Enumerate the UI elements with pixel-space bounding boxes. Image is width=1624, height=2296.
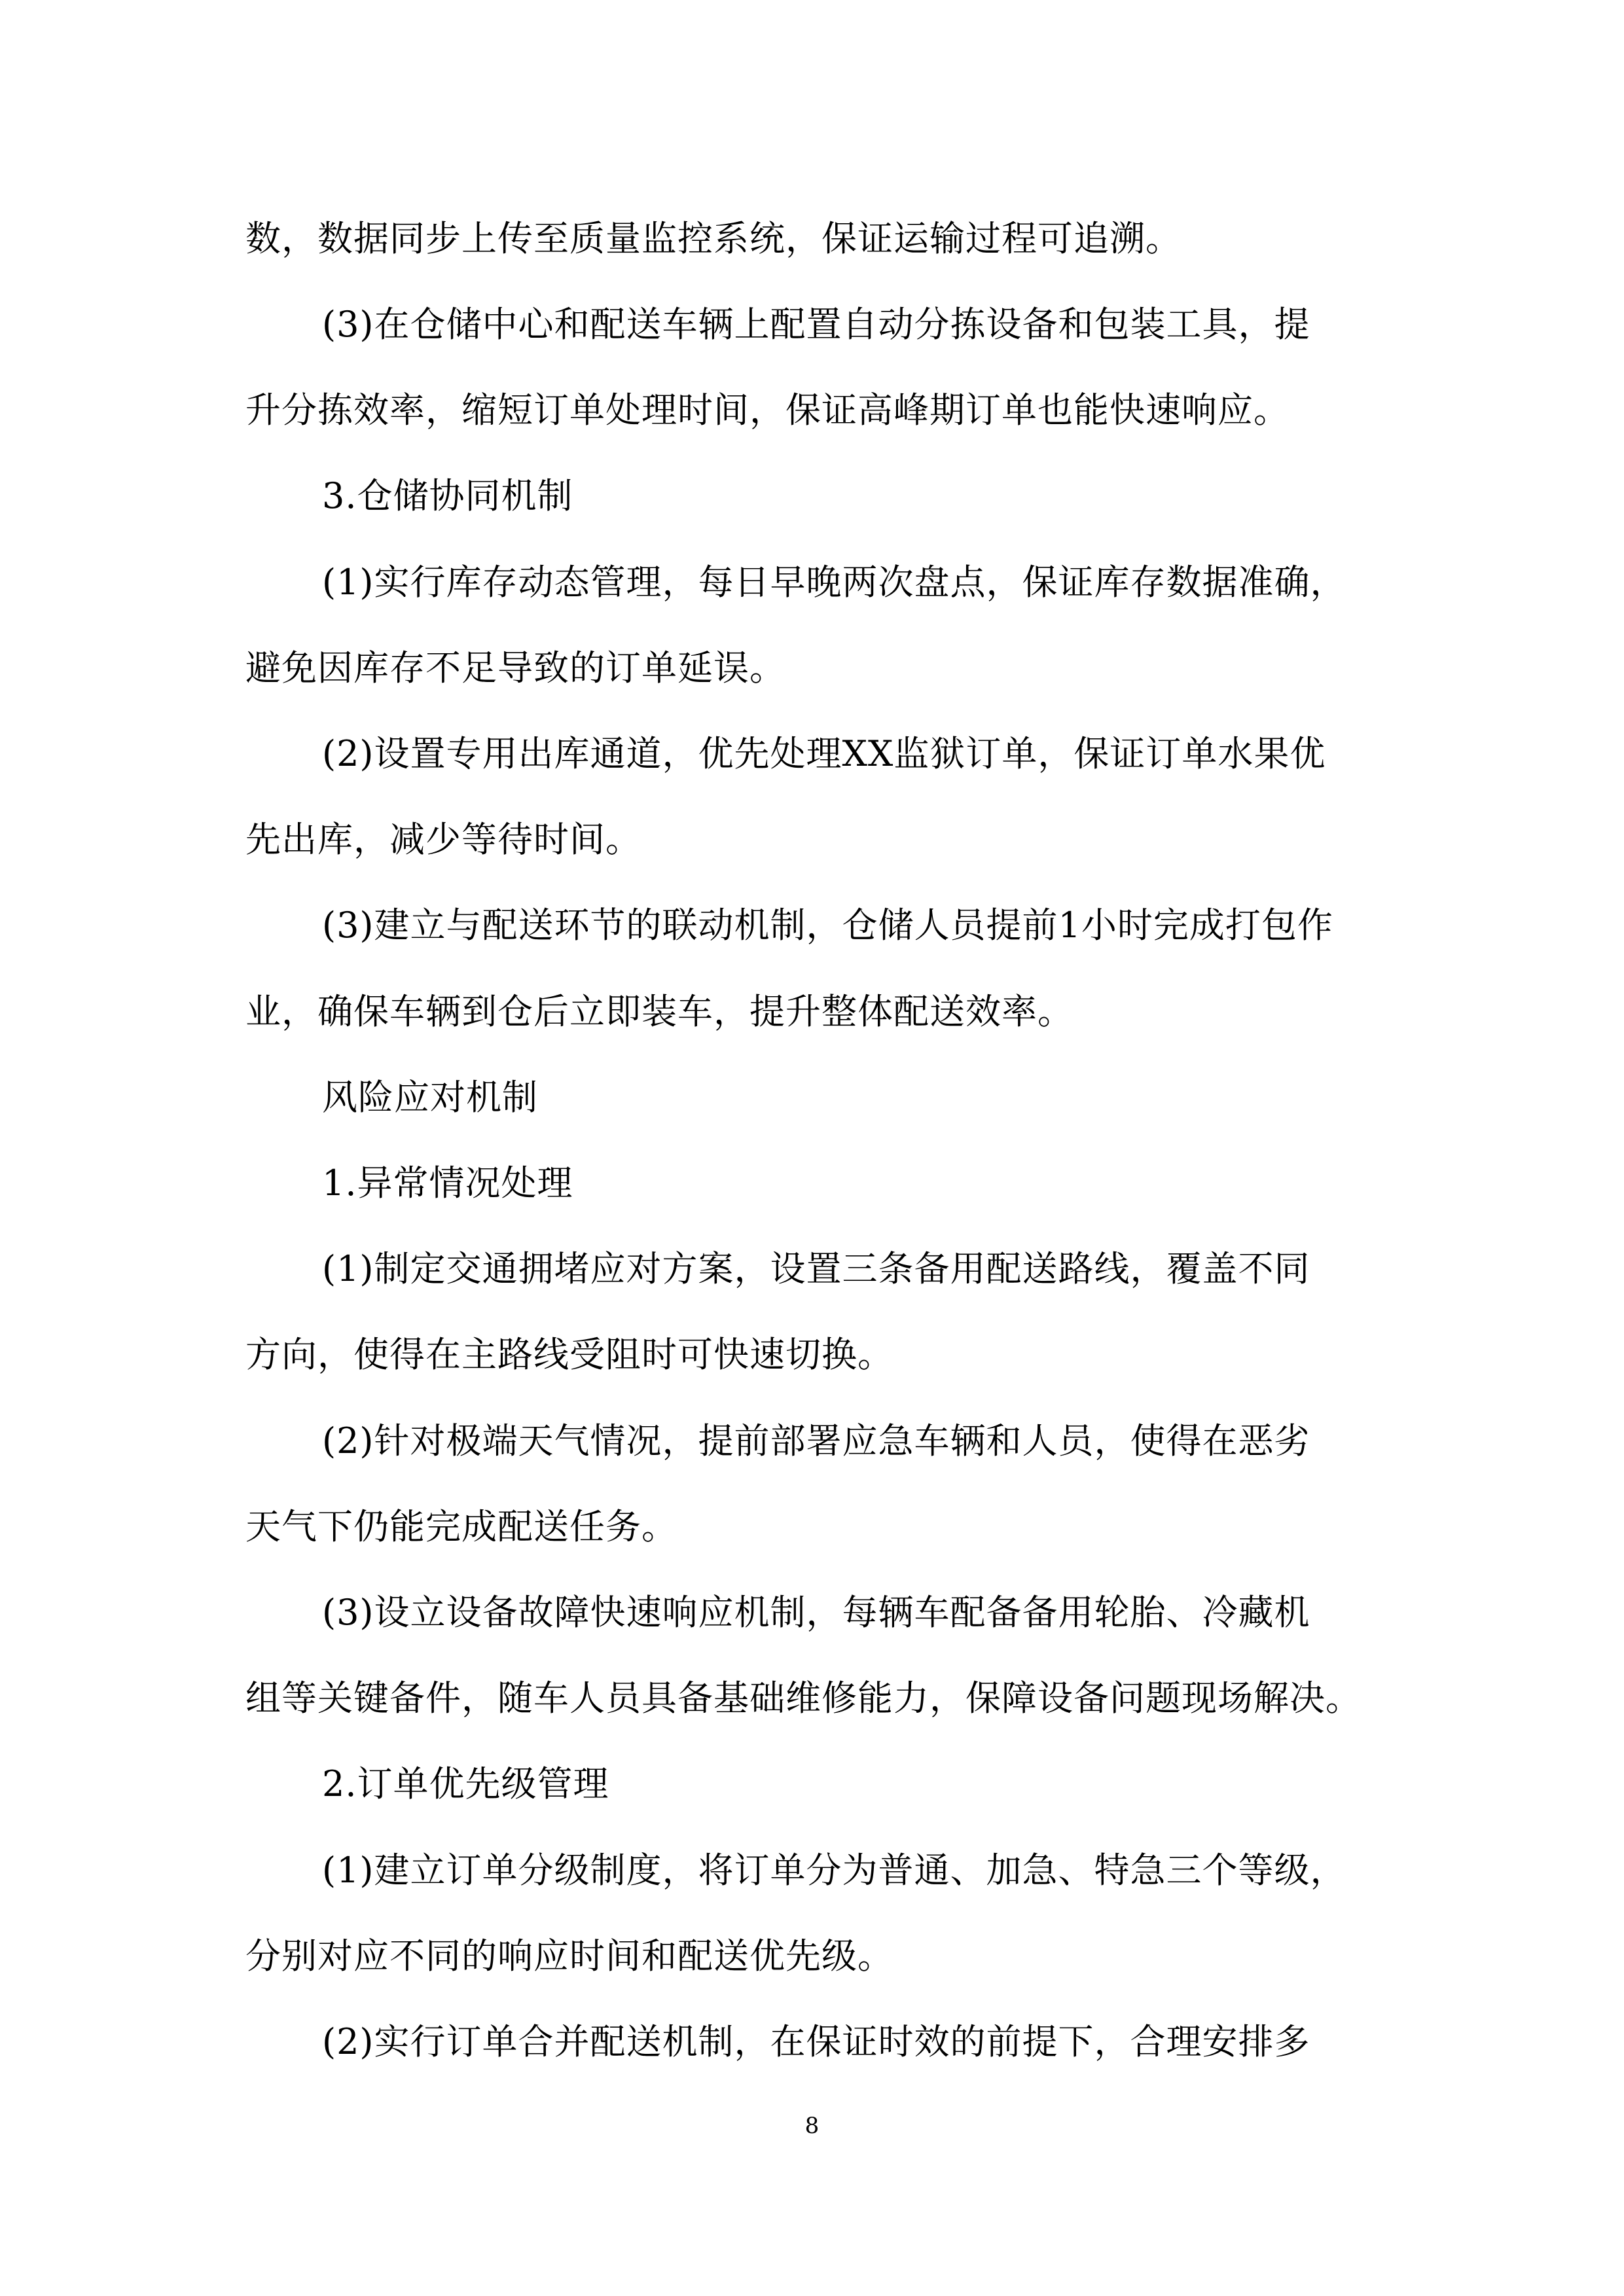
body-text-line: (3)建立与配送环节的联动机制，仓储人员提前1小时完成打包作 xyxy=(322,905,1333,946)
body-text-line: 业，确保车辆到仓后立即装车，提升整体配送效率。 xyxy=(245,991,1074,1032)
section-heading: 风险应对机制 xyxy=(322,1077,538,1118)
body-text-line: (1)建立订单分级制度，将订单分为普通、加急、特急三个等级， xyxy=(322,1850,1346,1891)
body-text-line: 升分拣效率，缩短订单处理时间，保证高峰期订单也能快速响应。 xyxy=(245,389,1290,431)
body-text-line: 方向，使得在主路线受阻时可快速切换。 xyxy=(245,1334,893,1375)
body-text-line: 组等关键备件，随车人员具备基础维修能力，保障设备问题现场解决。 xyxy=(245,1677,1362,1719)
section-heading: 1.异常情况处理 xyxy=(322,1162,573,1204)
section-heading: 3.仓储协同机制 xyxy=(322,475,573,516)
body-text-line: (3)在仓储中心和配送车辆上配置自动分拣设备和包装工具，提 xyxy=(322,304,1310,345)
page-number: 8 xyxy=(804,2113,820,2139)
section-heading: 2.订单优先级管理 xyxy=(322,1763,609,1804)
body-text-line: 分别对应不同的响应时间和配送优先级。 xyxy=(245,1935,893,1977)
body-text-line: (1)实行库存动态管理，每日早晚两次盘点，保证库存数据准确， xyxy=(322,562,1346,603)
body-text-line: (2)实行订单合并配送机制，在保证时效的前提下，合理安排多 xyxy=(322,2021,1310,2062)
body-text-line: 先出库，减少等待时间。 xyxy=(245,819,641,860)
body-text-line: 避免因库存不足导致的订单延误。 xyxy=(245,647,785,689)
body-text-line: (1)制定交通拥堵应对方案，设置三条备用配送路线，覆盖不同 xyxy=(322,1248,1310,1289)
body-text-line: (2)针对极端天气情况，提前部署应急车辆和人员，使得在恶劣 xyxy=(322,1420,1310,1462)
body-text-line: (3)设立设备故障快速响应机制，每辆车配备备用轮胎、冷藏机 xyxy=(322,1592,1310,1633)
body-text-line: 数，数据同步上传至质量监控系统，保证运输过程可追溯。 xyxy=(245,218,1182,259)
body-text-line: 天气下仍能完成配送任务。 xyxy=(245,1506,677,1547)
body-text-line: (2)设置专用出库通道，优先处理XX监狱订单，保证订单水果优 xyxy=(322,733,1326,774)
